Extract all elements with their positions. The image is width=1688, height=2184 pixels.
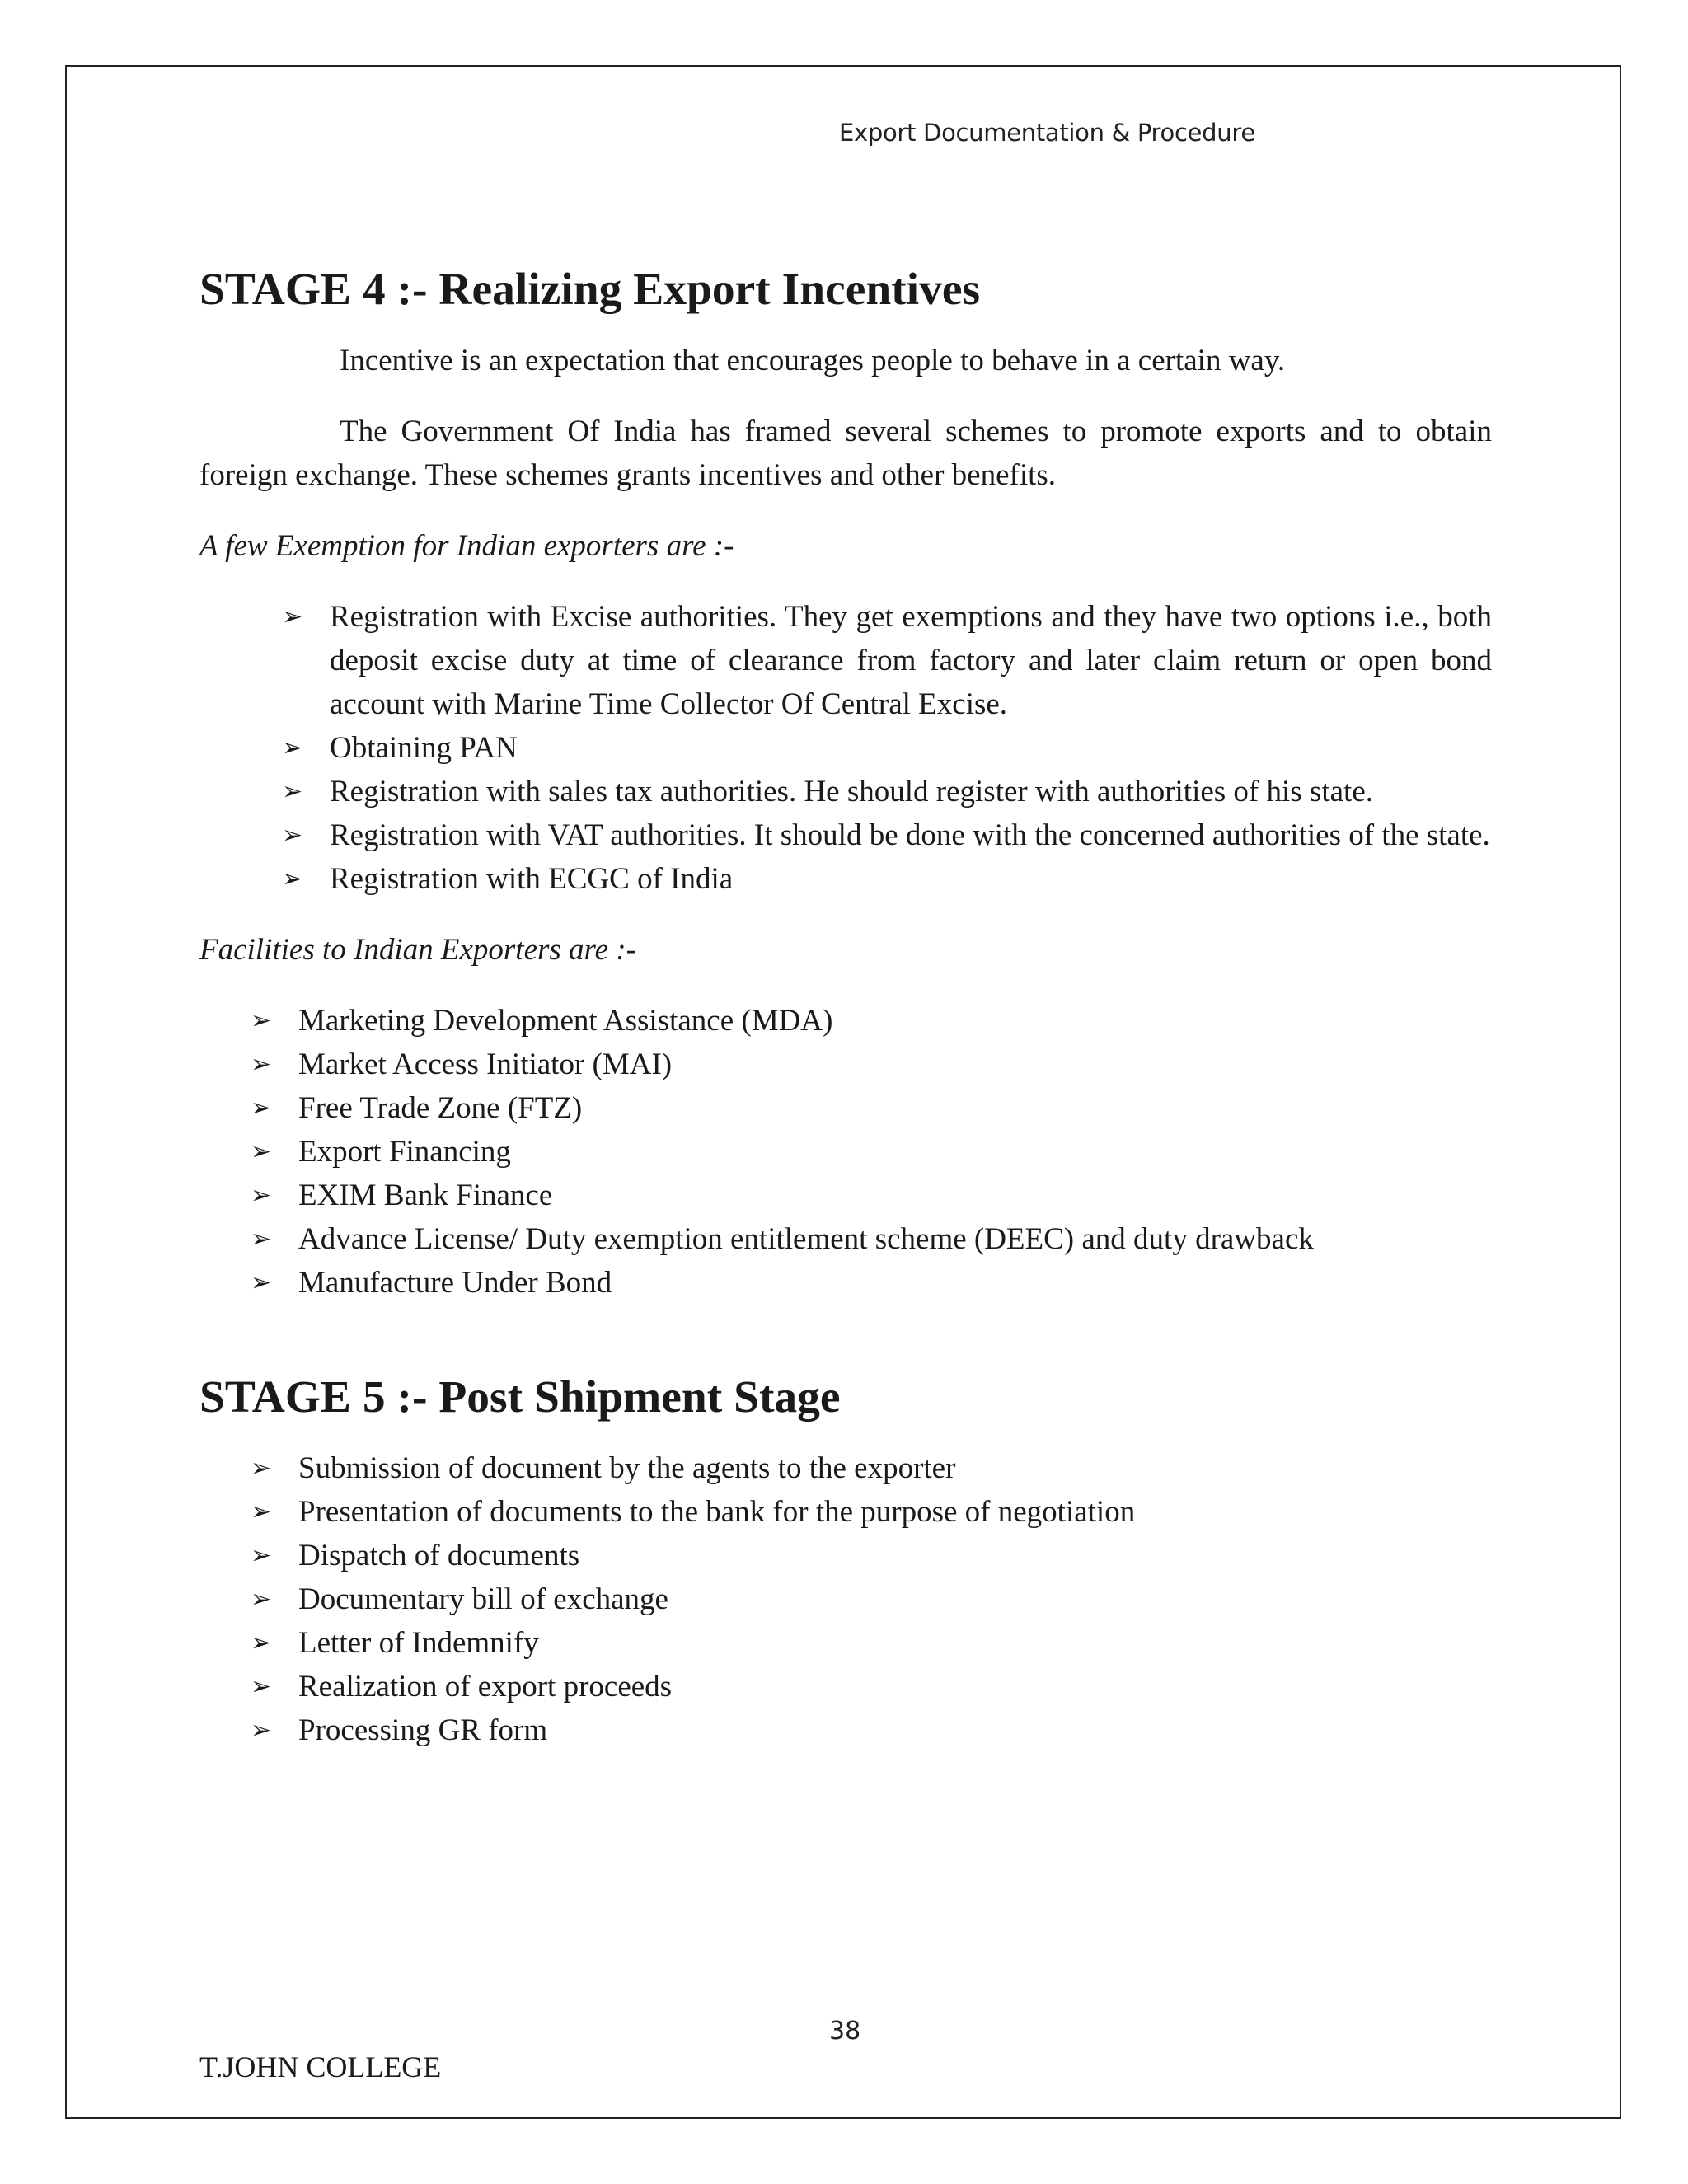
list-item-text: Advance License/ Duty exemption entitlement scheme (DEEC) and duty drawback <box>298 1222 1314 1256</box>
page-content <box>199 265 1492 1752</box>
exemptions-label: A few Exemption for Indian exporters are :- <box>199 529 734 563</box>
list-item <box>199 999 1492 1043</box>
exemptions-list <box>199 595 1492 901</box>
list-item-text: Dispatch of documents <box>298 1539 580 1572</box>
list-item-text: Registration with Excise authorities. They get exemptions and they have two options i.e., both deposit excise duty at time of clearance from factory and later claim return or open bond account with Marine Time Collector Of Central Excise. <box>330 600 1492 721</box>
list-item <box>199 1130 1492 1174</box>
section-spacer <box>199 1305 1492 1376</box>
arrow-bullet-icon: ➢ <box>251 1094 272 1122</box>
stage4-heading: STAGE 4 :- Realizing Export Incentives <box>199 265 981 315</box>
list-item <box>199 1621 1492 1665</box>
list-item-text: Registration with ECGC of India <box>330 862 734 896</box>
facilities-list <box>199 999 1492 1305</box>
list-item-text: Letter of Indemnify <box>298 1626 539 1660</box>
facilities-label: Facilities to Indian Exporters are :- <box>199 933 636 967</box>
list-item-text: Market Access Initiator (MAI) <box>298 1047 673 1081</box>
list-item-text: Registration with VAT authorities. It should be done with the concerned authorities of the state. <box>330 818 1490 852</box>
list-item <box>199 1490 1492 1534</box>
arrow-bullet-icon: ➢ <box>251 1006 272 1035</box>
page-number: 38 <box>829 2017 861 2046</box>
list-item <box>199 1043 1492 1086</box>
arrow-bullet-icon: ➢ <box>282 865 303 893</box>
stage4-paragraph-1-text: Incentive is an expectation that encourages people to behave in a certain way. <box>340 344 1286 377</box>
list-item <box>199 595 1492 726</box>
arrow-bullet-icon: ➢ <box>282 821 303 850</box>
list-item-text: Manufacture Under Bond <box>298 1266 612 1300</box>
list-item <box>199 1534 1492 1577</box>
list-item <box>199 1577 1492 1621</box>
list-item <box>199 1217 1492 1261</box>
stage4-paragraph-2-text: The Government Of India has framed several schemes to promote exports and to obtain foreign exchange. These schemes grants incentives and other benefits. <box>199 415 1492 492</box>
list-item-text: Presentation of documents to the bank for the purpose of negotiation <box>298 1495 1136 1529</box>
arrow-bullet-icon: ➢ <box>251 1268 272 1297</box>
list-item-text: Export Financing <box>298 1135 511 1169</box>
arrow-bullet-icon: ➢ <box>251 1050 272 1079</box>
list-item <box>199 1086 1492 1130</box>
list-item-text: Realization of export proceeds <box>298 1670 673 1704</box>
list-item-text: Registration with sales tax authorities. He should register with authorities of his state. <box>330 775 1373 808</box>
list-item <box>199 813 1492 857</box>
arrow-bullet-icon: ➢ <box>282 777 303 806</box>
arrow-bullet-icon: ➢ <box>251 1181 272 1210</box>
list-item-text: Marketing Development Assistance (MDA) <box>298 1004 833 1038</box>
list-item <box>199 770 1492 813</box>
arrow-bullet-icon: ➢ <box>282 733 303 762</box>
stage4-paragraph-1 <box>199 339 1492 382</box>
arrow-bullet-icon: ➢ <box>251 1629 272 1657</box>
stage5-heading: STAGE 5 :- Post Shipment Stage <box>199 1372 841 1422</box>
list-item <box>199 726 1492 770</box>
arrow-bullet-icon: ➢ <box>251 1541 272 1570</box>
list-item <box>199 857 1492 901</box>
arrow-bullet-icon: ➢ <box>251 1454 272 1483</box>
list-item <box>199 1665 1492 1708</box>
list-item-text: Submission of document by the agents to the exporter <box>298 1451 956 1485</box>
post-shipment-list <box>199 1446 1492 1752</box>
arrow-bullet-icon: ➢ <box>282 602 303 631</box>
list-item-text: Free Trade Zone (FTZ) <box>298 1091 583 1125</box>
arrow-bullet-icon: ➢ <box>251 1672 272 1701</box>
running-header: Export Documentation & Procedure <box>839 119 1255 147</box>
list-item-text: Obtaining PAN <box>330 731 518 765</box>
footer-college-name: T.JOHN COLLEGE <box>199 2050 442 2083</box>
arrow-bullet-icon: ➢ <box>251 1497 272 1526</box>
list-item-text: EXIM Bank Finance <box>298 1179 553 1212</box>
list-item-text: Documentary bill of exchange <box>298 1582 668 1616</box>
list-item <box>199 1261 1492 1305</box>
list-item <box>199 1446 1492 1490</box>
stage4-paragraph-2 <box>199 410 1492 497</box>
arrow-bullet-icon: ➢ <box>251 1585 272 1614</box>
arrow-bullet-icon: ➢ <box>251 1716 272 1745</box>
list-item <box>199 1708 1492 1752</box>
list-item <box>199 1174 1492 1217</box>
list-item-text: Processing GR form <box>298 1713 548 1747</box>
arrow-bullet-icon: ➢ <box>251 1137 272 1166</box>
arrow-bullet-icon: ➢ <box>251 1225 272 1254</box>
